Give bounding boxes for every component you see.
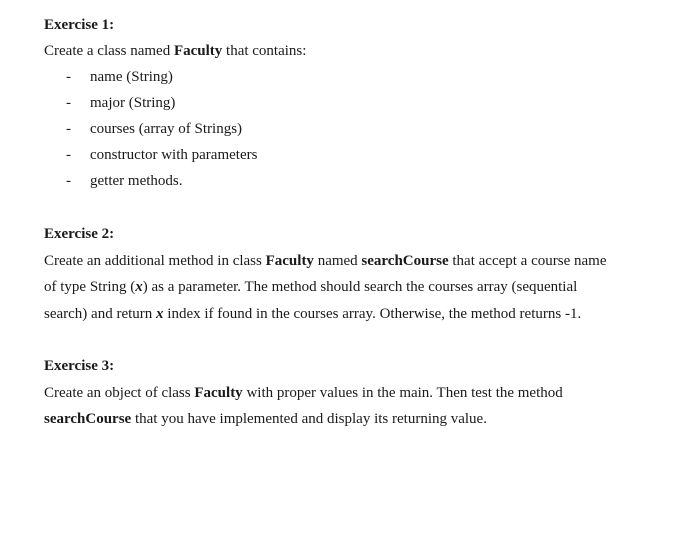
exercise-1-intro: Create a class named Faculty that contains: bbox=[44, 43, 307, 59]
list-item: - getter methods. bbox=[66, 173, 183, 189]
exercise-1-heading: Exercise 1: bbox=[44, 17, 115, 33]
list-item: - major (String) bbox=[66, 95, 176, 111]
exercise-2-line-2: of type String (x) as a parameter. The method should search the courses array (sequential bbox=[44, 279, 578, 295]
exercise-3-line-1: Create an object of class Faculty with proper values in the main. Then test the method bbox=[44, 385, 563, 401]
exercise-3-heading: Exercise 3: bbox=[44, 358, 115, 374]
exercise-2-line-3: search) and return x index if found in the courses array. Otherwise, the method returns -1. bbox=[44, 306, 582, 322]
list-item: - courses (array of Strings) bbox=[66, 121, 243, 137]
exercise-2-line-1: Create an additional method in class Faculty named searchCourse that accept a course name bbox=[44, 253, 607, 269]
exercise-2-heading: Exercise 2: bbox=[44, 226, 115, 242]
list-item: - name (String) bbox=[66, 69, 173, 85]
exercise-3-line-2: searchCourse that you have implemented and display its returning value. bbox=[44, 411, 487, 427]
list-item: - constructor with parameters bbox=[66, 147, 258, 163]
